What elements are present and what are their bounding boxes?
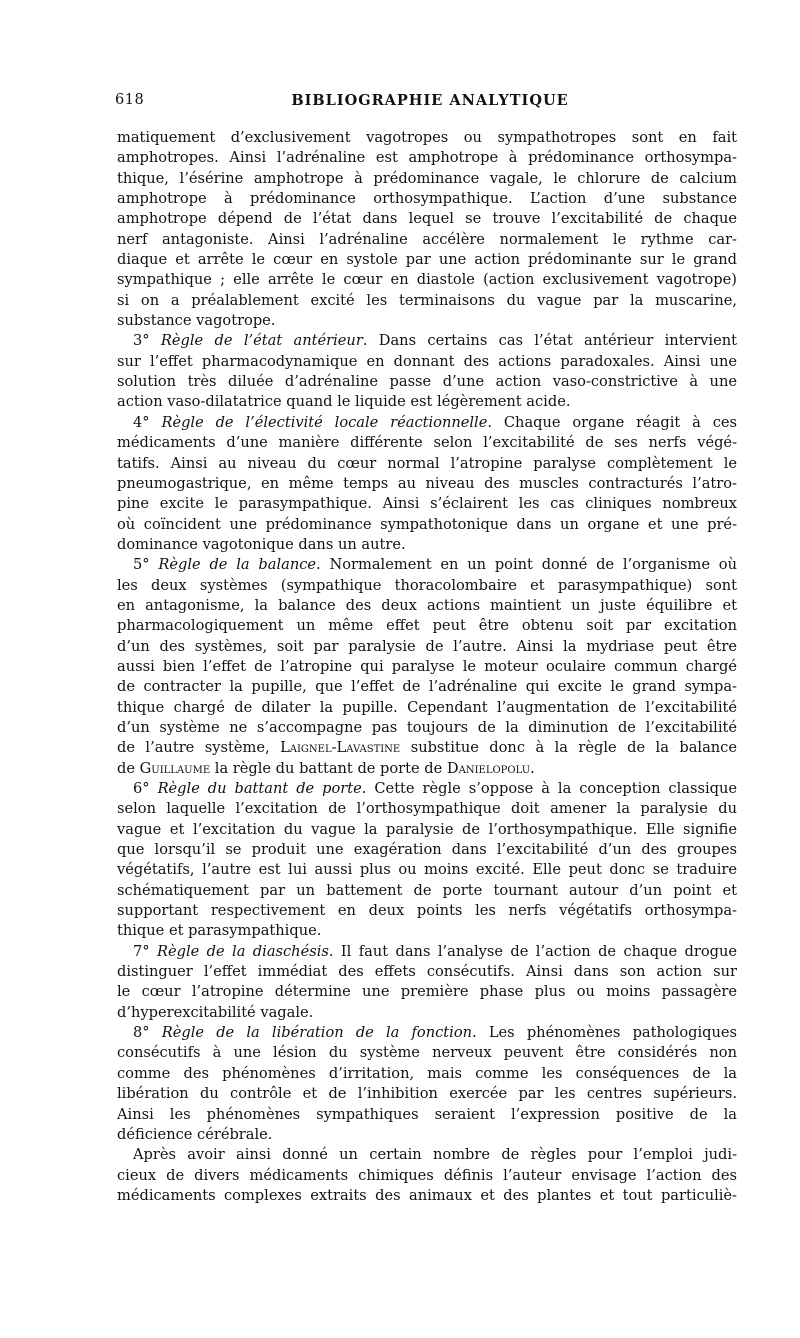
text-line bbox=[117, 718, 737, 738]
text-line bbox=[117, 698, 737, 718]
text-line bbox=[117, 677, 737, 697]
running-head: BIBLIOGRAPHIE ANALYTIQUE bbox=[291, 92, 569, 109]
text-segment: . Normalement en un point donné de l’organisme où bbox=[316, 556, 737, 574]
body-text bbox=[117, 128, 737, 1206]
text-line bbox=[117, 820, 737, 840]
text-segment: de contracter la pupille, que l’effet de l’adrénaline qui excite le grand sympa- bbox=[117, 678, 737, 696]
rule-title: Règle de l’état antérieur bbox=[160, 332, 363, 350]
text-segment: amphotrope dépend de l’état dans lequel se trouve l’excitabilité de chaque bbox=[117, 210, 737, 228]
text-segment: le cœur l’atropine détermine une première phase plus ou moins passagère bbox=[117, 983, 737, 1001]
text-segment: schématiquement par un battement de porte tournant autour d’un point et bbox=[117, 881, 737, 899]
text-segment: matiquement d’exclusivement vagotropes ou sympathotropes sont en fait bbox=[117, 129, 737, 146]
text-line bbox=[117, 128, 737, 148]
text-line bbox=[117, 1105, 737, 1125]
text-line bbox=[117, 779, 737, 799]
text-segment: que lorsqu’il se produit une exagération dans l’excitabilité d’un des groupes bbox=[117, 841, 737, 859]
text-segment: amphotropes. Ainsi l’adrénaline est amphotrope à prédominance orthosympa- bbox=[117, 149, 737, 167]
text-segment: 5° bbox=[133, 556, 159, 574]
text-segment: . Chaque organe réagit à ces bbox=[487, 413, 737, 431]
text-segment: déficience cérébrale. bbox=[117, 1125, 273, 1143]
text-line bbox=[117, 1043, 737, 1063]
author-name: Guillaume bbox=[139, 759, 211, 777]
author-name: Laignel-Lavastine bbox=[280, 739, 401, 757]
text-segment: action vaso-dilatatrice quand le liquide est légèrement acide. bbox=[117, 393, 571, 411]
text-line bbox=[117, 555, 737, 575]
rule-title: Règle de la diaschésis bbox=[156, 942, 329, 960]
text-line bbox=[117, 291, 737, 311]
page-header bbox=[115, 92, 745, 114]
rule-title: Règle du battant de porte bbox=[157, 780, 362, 797]
rule-title: Règle de la balance bbox=[158, 556, 317, 574]
text-line bbox=[117, 759, 737, 779]
text-segment: dominance vagotonique dans un autre. bbox=[117, 535, 406, 553]
text-line bbox=[117, 576, 737, 596]
text-line bbox=[117, 840, 737, 860]
text-line bbox=[117, 962, 737, 982]
text-segment: nerf antagoniste. Ainsi l’adrénaline accélère normalement le rythme car- bbox=[117, 230, 737, 248]
text-segment: pneumogastrique, en même temps au niveau des muscles contracturés l’atro- bbox=[117, 474, 737, 492]
text-segment: 8° bbox=[133, 1024, 162, 1042]
text-line bbox=[117, 515, 737, 535]
text-segment: . Il faut dans l’analyse de l’action de chaque drogue bbox=[328, 942, 737, 960]
text-line bbox=[117, 1125, 737, 1145]
text-segment: en antagonisme, la balance des deux actions maintient un juste équilibre et bbox=[117, 596, 737, 614]
text-line bbox=[117, 738, 737, 758]
text-line bbox=[117, 1003, 737, 1023]
text-segment: la règle du battant de porte de bbox=[210, 759, 447, 777]
text-line bbox=[117, 799, 737, 819]
text-segment: pine excite le parasympathique. Ainsi s’éclairent les cas cliniques nombreux bbox=[117, 495, 737, 513]
text-line bbox=[117, 921, 737, 941]
text-segment: 7° bbox=[133, 942, 157, 960]
text-segment: . bbox=[530, 759, 535, 777]
text-segment: cieux de divers médicaments chimiques définis l’auteur envisage l’action des bbox=[117, 1166, 737, 1184]
text-line bbox=[117, 535, 737, 555]
text-line bbox=[117, 881, 737, 901]
text-segment: d’un système ne s’accompagne pas toujours de la diminution de l’excitabilité bbox=[117, 718, 737, 736]
text-line bbox=[117, 982, 737, 1002]
text-segment: distinguer l’effet immédiat des effets consécutifs. Ainsi dans son action sur bbox=[117, 963, 737, 981]
text-line bbox=[117, 169, 737, 189]
text-segment: de bbox=[117, 759, 140, 777]
text-segment: diaque et arrête le cœur en systole par une action prédominante sur le grand bbox=[117, 251, 737, 269]
text-line bbox=[117, 392, 737, 412]
text-line bbox=[117, 637, 737, 657]
text-line bbox=[117, 372, 737, 392]
text-segment: thique et parasympathique. bbox=[117, 922, 322, 940]
text-segment: 3° bbox=[133, 332, 161, 350]
text-segment: thique, l’ésérine amphotrope à prédominance vagale, le chlorure de calcium bbox=[117, 169, 737, 187]
text-segment: où coïncident une prédominance sympathotonique dans un organe et une pré- bbox=[117, 515, 737, 533]
text-segment: solution très diluée d’adrénaline passe d’une action vaso-constrictive à une bbox=[117, 373, 737, 391]
text-line bbox=[117, 860, 737, 880]
text-segment: pharmacologiquement un même effet peut être obtenu soit par excitation bbox=[117, 617, 737, 635]
text-segment: les deux systèmes (sympathique thoracolombaire et parasympathique) sont bbox=[117, 576, 737, 594]
text-segment: 6° bbox=[133, 780, 158, 797]
text-segment: médicaments complexes extraits des animaux et des plantes et tout particuliè- bbox=[117, 1186, 737, 1204]
text-line bbox=[117, 311, 737, 331]
text-line bbox=[117, 901, 737, 921]
text-line bbox=[117, 352, 737, 372]
text-line bbox=[117, 942, 737, 962]
text-segment: sur l’effet pharmacodynamique en donnant des actions paradoxales. Ainsi une bbox=[117, 352, 737, 370]
text-segment: 4° bbox=[133, 413, 162, 431]
text-segment: Ainsi les phénomènes sympathiques seraient l’expression positive de la bbox=[117, 1105, 737, 1123]
text-line bbox=[117, 189, 737, 209]
text-segment: vague et l’excitation du vague la paralysie de l’orthosympathique. Elle signifie bbox=[117, 820, 737, 838]
author-name: Danielopolu bbox=[446, 759, 531, 777]
text-line bbox=[117, 250, 737, 270]
text-segment: comme des phénomènes d’irritation, mais comme les conséquences de la bbox=[117, 1064, 737, 1082]
text-segment: . Dans certains cas l’état antérieur intervient bbox=[362, 332, 737, 350]
text-line bbox=[117, 1186, 737, 1206]
text-line bbox=[117, 1145, 737, 1165]
text-segment: substitue donc à la règle de la balance bbox=[400, 739, 737, 757]
text-line bbox=[117, 1023, 737, 1043]
text-line bbox=[117, 148, 737, 168]
text-line bbox=[117, 616, 737, 636]
text-line bbox=[117, 657, 737, 677]
text-segment: aussi bien l’effet de l’atropine qui paralyse le moteur oculaire commun chargé bbox=[117, 657, 737, 675]
text-segment: si on a préalablement excité les terminaisons du vague par la muscarine, bbox=[117, 291, 737, 309]
text-line bbox=[117, 331, 737, 351]
page-number: 618 bbox=[115, 92, 145, 108]
text-line bbox=[117, 596, 737, 616]
text-segment: médicaments d’une manière différente selon l’excitabilité de ses nerfs végé- bbox=[117, 434, 737, 452]
text-segment: selon laquelle l’excitation de l’orthosympathique doit amener la paralysie du bbox=[117, 800, 737, 818]
rule-title: Règle de la libération de la fonction bbox=[161, 1024, 473, 1042]
text-segment: substance vagotrope. bbox=[117, 312, 276, 330]
text-segment: d’hyperexcitabilité vagale. bbox=[117, 1003, 314, 1021]
text-segment: d’un des systèmes, soit par paralysie de l’autre. Ainsi la mydriase peut être bbox=[117, 637, 737, 655]
text-line bbox=[117, 1064, 737, 1084]
text-segment: végétatifs, l’autre est lui aussi plus ou moins excité. Elle peut donc se traduire bbox=[117, 861, 737, 879]
text-segment: supportant respectivement en deux points les nerfs végétatifs orthosympa- bbox=[117, 902, 737, 920]
text-segment: amphotrope à prédominance orthosympathique. L’action d’une substance bbox=[117, 190, 737, 208]
text-segment: sympathique ; elle arrête le cœur en diastole (action exclusivement vagotrope) bbox=[117, 271, 737, 289]
text-segment: tatifs. Ainsi au niveau du cœur normal l’atropine paralyse complètement le bbox=[117, 454, 737, 472]
text-segment: . Les phénomènes pathologiques bbox=[472, 1024, 737, 1042]
text-line bbox=[117, 454, 737, 474]
text-segment: Après avoir ainsi donné un certain nombre de règles pour l’emploi judi- bbox=[133, 1146, 737, 1164]
text-segment: de l’autre système, bbox=[117, 739, 281, 757]
text-line bbox=[117, 494, 737, 514]
text-line bbox=[117, 1084, 737, 1104]
text-segment: thique chargé de dilater la pupille. Cependant l’augmentation de l’excitabilité bbox=[117, 698, 737, 716]
text-line bbox=[117, 209, 737, 229]
text-segment: consécutifs à une lésion du système nerveux peuvent être considérés non bbox=[117, 1044, 737, 1062]
text-line bbox=[117, 474, 737, 494]
text-line bbox=[117, 230, 737, 250]
text-line bbox=[117, 433, 737, 453]
text-line bbox=[117, 413, 737, 433]
rule-title: Règle de l’électivité locale réactionnelle bbox=[161, 413, 488, 431]
text-line bbox=[117, 1166, 737, 1186]
text-segment: libération du contrôle et de l’inhibition exercée par les centres supérieurs. bbox=[117, 1085, 737, 1103]
text-line bbox=[117, 270, 737, 290]
text-segment: . Cette règle s’oppose à la conception classique bbox=[361, 780, 737, 797]
